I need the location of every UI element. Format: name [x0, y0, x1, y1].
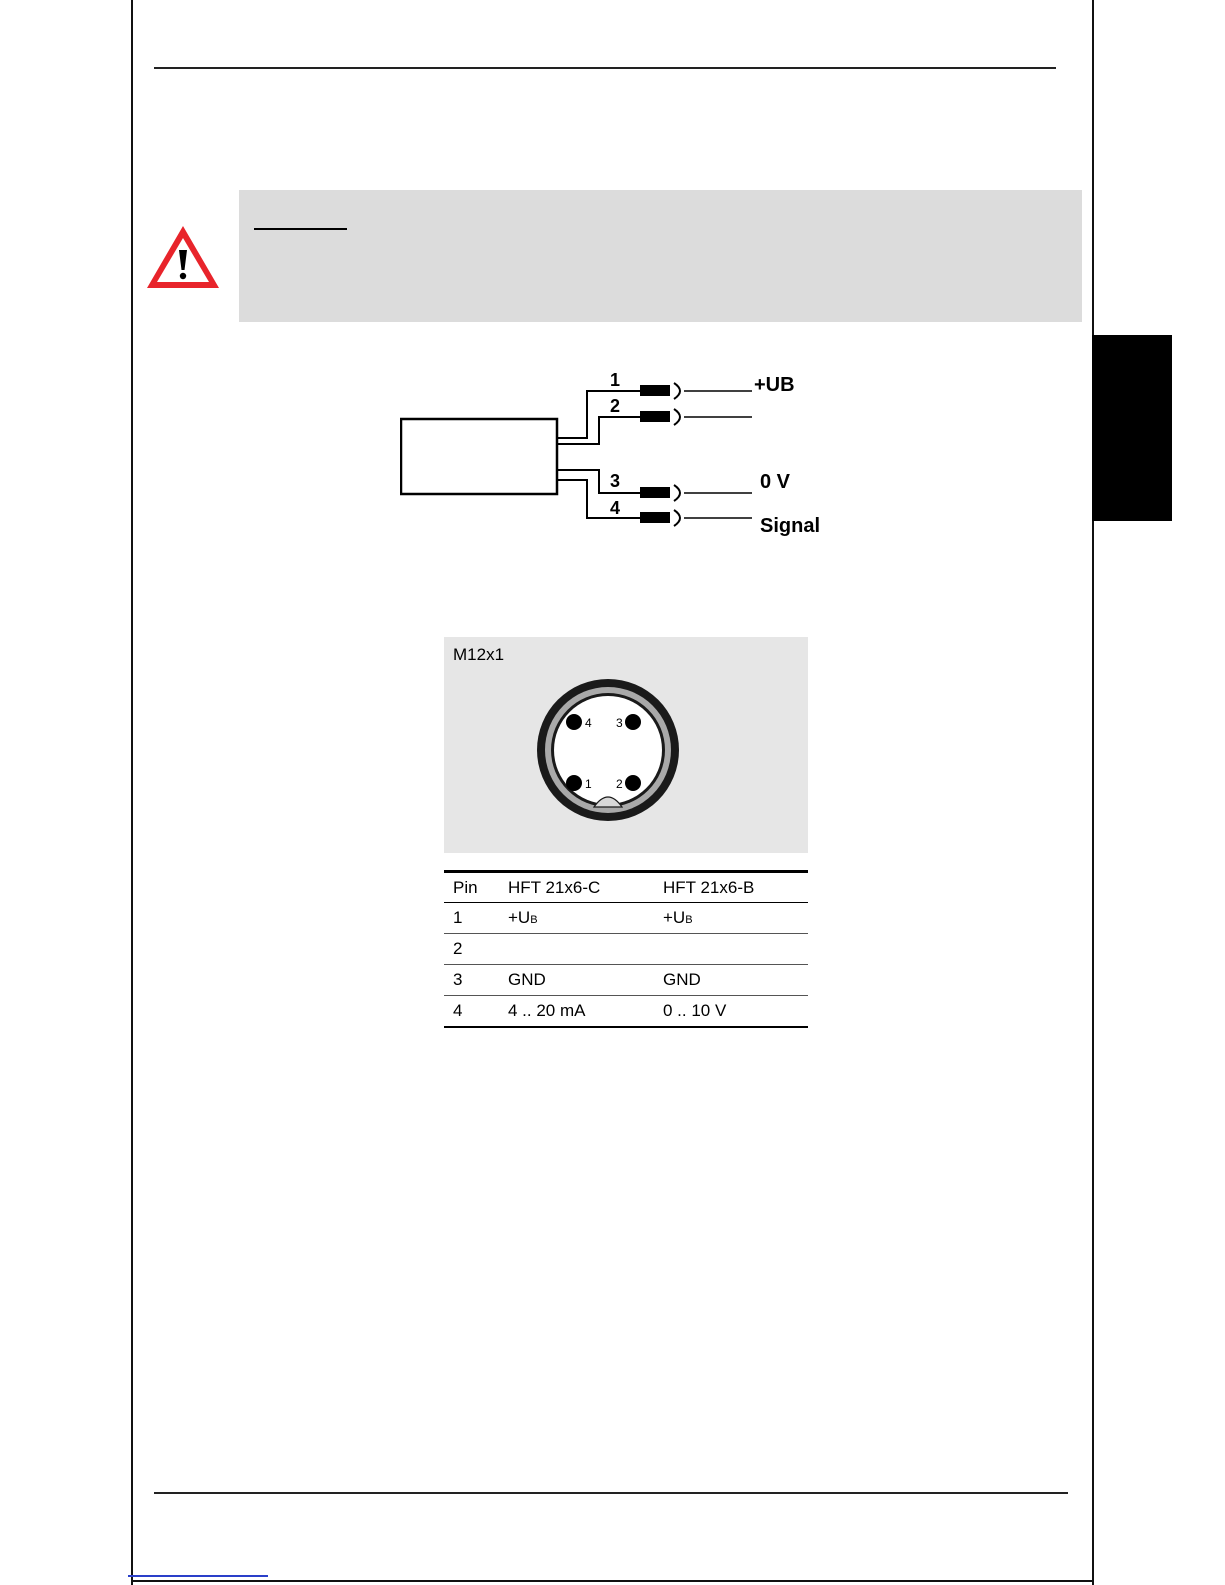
connector-pin-3: 3	[616, 716, 623, 730]
output-label-ub: +UB	[754, 374, 795, 396]
connector-pin-1: 1	[585, 777, 592, 791]
cell-hft-b: +UB	[654, 903, 808, 934]
page-bottom-border	[131, 1580, 1094, 1582]
cell-pin: 1	[444, 903, 499, 934]
header-hft-b: HFT 21x6-B	[654, 872, 808, 903]
cell-hft-c	[499, 934, 654, 965]
header-hft-c: HFT 21x6-C	[499, 872, 654, 903]
sensor-body	[401, 419, 557, 494]
connector-face-icon	[444, 637, 808, 853]
cell-pin: 4	[444, 996, 499, 1028]
footer-rule	[154, 1492, 1068, 1494]
cell-hft-c: 4 .. 20 mA	[499, 996, 654, 1028]
chapter-tab	[1092, 335, 1172, 521]
wire-number-4: 4	[610, 498, 621, 518]
warning-heading-underline	[254, 228, 347, 230]
table-header-row	[444, 872, 808, 903]
header-rule	[154, 67, 1056, 69]
cell-hft-b: GND	[654, 965, 808, 996]
footer-link-underline[interactable]	[128, 1575, 268, 1577]
connector-label: M12x1	[453, 645, 505, 664]
cell-hft-c: +UB	[499, 903, 654, 934]
output-label-0v: 0 V	[760, 471, 791, 493]
table-row	[444, 965, 808, 996]
output-label-signal: Signal	[760, 515, 821, 537]
connector-pin-4: 4	[585, 716, 592, 730]
table-row	[444, 934, 808, 965]
cell-pin: 3	[444, 965, 499, 996]
wiring-diagram	[400, 372, 845, 557]
table-row	[444, 903, 808, 934]
header-pin: Pin	[444, 872, 499, 903]
warning-box	[239, 190, 1082, 322]
wire-number-1: 1	[610, 372, 621, 390]
connector-pin-2: 2	[616, 777, 623, 791]
wire-number-2: 2	[610, 396, 621, 416]
cell-hft-b: 0 .. 10 V	[654, 996, 808, 1028]
wire-number-3: 3	[610, 471, 621, 491]
cell-pin: 2	[444, 934, 499, 965]
pin-assignment-table	[444, 870, 808, 1028]
table-row	[444, 996, 808, 1028]
left-margin-line	[131, 0, 133, 1585]
connector-figure	[444, 637, 808, 853]
cell-hft-c: GND	[499, 965, 654, 996]
right-margin-line	[1092, 0, 1094, 1585]
warning-triangle-icon	[143, 222, 223, 292]
cell-hft-b	[654, 934, 808, 965]
